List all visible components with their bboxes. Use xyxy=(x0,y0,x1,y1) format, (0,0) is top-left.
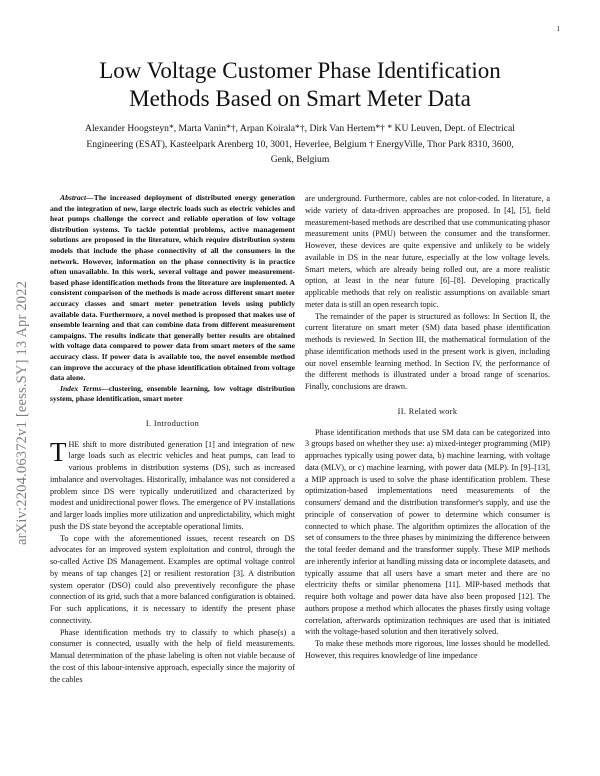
title-line: Low Voltage Customer Phase Identification xyxy=(99,58,501,83)
intro-paragraph-continued: are underground. Furthermore, cables are not color-coded. In literature, a wide variety of data-driven approaches are proposed. In [4], [5], field measurement-based methods are described that use communicating phasor measurement units (PMU) between the consumer and the transformer. However, these devices are quite expensive and unlikely to be widely available in DS in the near future, especially at the low voltage levels. Smart meters, which are already being rolled out, are a more realistic option, at least in the near future [6]–[8]. Developing practically applicable methods that rely on realistic assumptions on available smart meter data is still an open research topic. xyxy=(305,194,550,309)
page-number: 1 xyxy=(556,25,560,33)
abstract-lead: Abstract— xyxy=(60,193,94,202)
intro-paragraph xyxy=(50,436,295,533)
authors-line: Engineering (ESAT), Kasteelpark Arenberg 10, 3001, Heverlee, Belgium † EnergyVille, Thor Park 8310, 3600, xyxy=(86,138,514,150)
intro-text: HE shift to more distributed generation [1] and integration of new large loads such as electric vehicles and heat pumps, can lead to various problems in distribution systems (DS), such as increased imbalance and overvoltages. Historically, imbalance was not considered a problem since DS were typically underutilized and characterized by modest and unidirectional power flows. The emergence of PV installations and larger loads implies more utilization and unpredictability, which might push the DS state beyond the acceptable operational limits. xyxy=(50,439,295,531)
related-work-paragraph: To make these methods more rigorous, line losses should be modelled. However, this requires knowledge of line impedance xyxy=(305,639,550,660)
right-column xyxy=(305,193,550,662)
author-block xyxy=(55,121,545,168)
intro-paragraph: Phase identification methods try to classify to which phase(s) a consumer is connected, usually with the help of field measurements. Manual determination of the phase labeling is often not viable because of the cost of this labour-intensive approach, especially since the majority of the cables xyxy=(50,627,295,684)
title-line: Methods Based on Smart Meter Data xyxy=(129,86,471,111)
related-work-paragraph: Phase identification methods that use SM data can be categorized into 3 groups based on whether they use: a) mixed-integer programming (MIP) approaches typically using power data, b) machine learning, with voltage data (MLV), or c) machine learning, with power data (MLP). In [9]–[13], a MIP approach is used to solve the phase identification problem. These optimization-based implementations need measurements of the consumers' demand and the distribution transformer's supply, and use the principle of conservation of power to determine which consumer is connected to which phase. The algorithm optimizes the allocation of the set of consumers to the three phases by minimizing the difference between the total feeder demand and the transformer supply. These MIP methods are inherently inferior at handling missing data or incomplete datasets, and typically assume that all users have a smart meter and there are no electricity thefts or similar phenomena [11]. MIP-based methods that require both voltage and power data have also been proposed [12]. The authors propose a method which allocates the phases firstly using voltage correlation, afterwards optimization techniques are used that is initiated with the voltage-based solution and then iteratively solved. xyxy=(305,427,550,637)
section-heading-related-work: II. Related work xyxy=(397,406,458,416)
arxiv-identifier[interactable]: arXiv:2204.06372v1 [eess.SY] 13 Apr 2022 xyxy=(14,280,30,545)
outline-paragraph: The remainder of the paper is structured as follows: In Section II, the current literature on smart meter (SM) data based phase identification methods is reviewed. In Section III, the mathematical formulation of the phase identification methods used in the present work is given, including our novel ensemble learning method. In Section IV, the performance of the different methods is illustrated under a broad range of scenarios. Finally, conclusions are drawn. xyxy=(305,311,550,391)
index-terms-lead: Index Terms— xyxy=(60,383,109,393)
paper-title xyxy=(60,57,540,113)
section-heading-introduction: I. Introduction xyxy=(145,418,200,428)
authors-line: Alexander Hoogsteyn*, Marta Vanin*†, Arpan Koirala*†, Dirk Van Hertem*† * KU Leuven, Dept. of Electrical xyxy=(85,123,515,134)
left-column xyxy=(50,193,295,685)
abstract xyxy=(50,193,295,384)
authors-line: Genk, Belgium xyxy=(270,154,330,165)
intro-paragraph: To cope with the aforementioned issues, recent research on DS advocates for an improved system exploitation and control, through the so-called Active DS Management. Examples are optimal voltage control by means of tap changes [2] or resilient restoration [3]. A distribution system operator (DSO) could also preventively reconfigure the phase connection of its grid, such that a more balanced configuration is obtained. For such applications, it is necessary to identify the present phase connectivity. xyxy=(50,533,295,625)
abstract-text: The increased deployment of distributed energy generation and the integration of new, large electric loads such as electric vehicles and heat pumps challenge the correct and reliable operation of low voltage distribution systems. To tackle potential problems, active management solutions are proposed in the literature, which require distribution system models that include the phase connectivity of all the consumers in the network. However, information on the phase connectivity is in practice often unavailable. In this work, several voltage and power measurement-based phase identification methods from the literature are implemented. A consistent comparison of the methods is made across different smart meter accuracy classes and smart meter penetration levels using publicly available data. Furthermore, a novel method is proposed that makes use of ensemble learning and that can combine data from different measurement campaigns. The results indicate that generally better results are obtained with voltage data compared to power data from smart meters of the same accuracy class. If power data is available too, the novel ensemble method can improve the accuracy of the phase identification obtained from voltage data alone. xyxy=(50,193,295,383)
index-terms xyxy=(50,384,295,405)
index-terms-text: clustering, ensemble learning, low voltage distribution system, phase identification, smart meter xyxy=(50,383,295,404)
drop-cap: T xyxy=(50,436,67,467)
